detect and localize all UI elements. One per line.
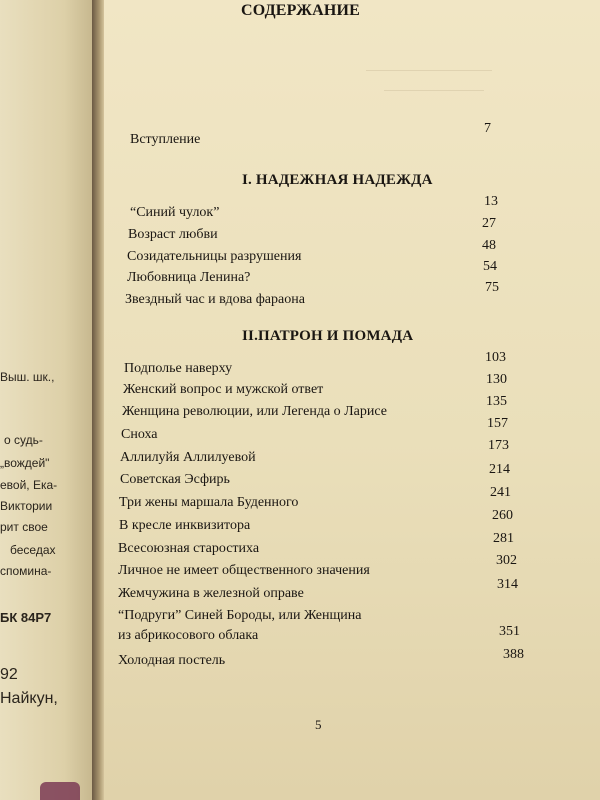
left-line: Виктории: [0, 499, 53, 513]
toc-entry: Советская Эсфирь: [120, 472, 230, 487]
toc-page-number: 214: [489, 462, 510, 477]
left-line: Найкун,: [0, 690, 58, 707]
toc-entry: Всесоюзная старостиха: [118, 541, 260, 556]
toc-entry: Звездный час и вдова фараона: [125, 292, 305, 307]
left-line: споминa-: [0, 564, 52, 578]
toc-entry: Созидательницы разрушения: [127, 249, 302, 264]
toc-page-number: 135: [486, 394, 507, 409]
toc-page-number: 54: [483, 259, 497, 274]
left-line: о судь-: [4, 433, 43, 447]
toc-page-number: 314: [497, 577, 518, 592]
toc-page-number: 48: [482, 238, 496, 253]
toc-page-number: 173: [488, 438, 509, 453]
left-line: „вождей": [0, 456, 50, 470]
book-gutter: [92, 0, 104, 800]
left-line: 92: [0, 666, 18, 683]
section-heading: II.ПАТРОН И ПОМАДА: [242, 328, 414, 344]
toc-entry: В кресле инквизитора: [119, 518, 251, 533]
toc-page-number: 281: [493, 531, 514, 546]
toc-entry: Женский вопрос и мужской ответ: [123, 382, 324, 397]
toc-page-number: 302: [496, 553, 517, 568]
toc-page-number: 13: [484, 194, 498, 209]
section-heading: I. НАДЕЖНАЯ НАДЕЖДА: [242, 172, 433, 188]
left-line: БК 84Р7: [0, 610, 52, 625]
left-line: рит свое: [0, 520, 48, 534]
toc-page-number: 75: [485, 280, 499, 295]
toc-entry: Возраст любви: [128, 227, 218, 242]
page-title: СОДЕРЖАНИЕ: [241, 2, 361, 19]
toc-entry: Сноха: [121, 427, 158, 442]
left-page: [0, 0, 92, 800]
bleed-rule: [366, 70, 492, 71]
toc-entry: Три жены маршала Буденного: [119, 495, 299, 510]
toc-entry-intro: Вступление: [130, 132, 201, 147]
toc-page-number: 103: [485, 350, 506, 365]
toc-entry: Жемчужина в железной оправе: [118, 586, 304, 601]
toc-page-number: 241: [490, 485, 511, 500]
cover-corner: [40, 782, 80, 800]
toc-page-number: 157: [487, 416, 508, 431]
toc-page-number: 7: [484, 121, 491, 136]
page-folio: 5: [315, 717, 322, 732]
toc-entry: Подполье наверху: [124, 361, 233, 376]
toc-page-number: 351: [499, 624, 520, 639]
toc-entry: Любовница Ленина?: [127, 270, 251, 285]
toc-page: [104, 0, 600, 800]
left-line: беседах: [10, 543, 56, 557]
toc-entry: “Подруги” Синей Бороды, или Женщина: [118, 608, 362, 623]
left-line: евой, Ека-: [0, 478, 58, 492]
toc-entry: Женщина революции, или Легенда о Ларисе: [122, 404, 387, 419]
toc-entry: “Синий чулок”: [130, 205, 220, 220]
toc-page-number: 27: [482, 216, 496, 231]
toc-page-number: 388: [503, 647, 524, 662]
left-line: Выш. шк.,: [0, 370, 55, 384]
toc-entry: Аллилуйя Аллилуевой: [120, 450, 256, 465]
toc-page-number: 260: [492, 508, 513, 523]
toc-entry: Личное не имеет общественного значения: [118, 563, 370, 578]
toc-page-number: 130: [486, 372, 507, 387]
bleed-rule: [384, 90, 484, 91]
toc-entry: Холодная постель: [118, 653, 226, 668]
toc-entry: из абрикосового облака: [118, 628, 259, 643]
